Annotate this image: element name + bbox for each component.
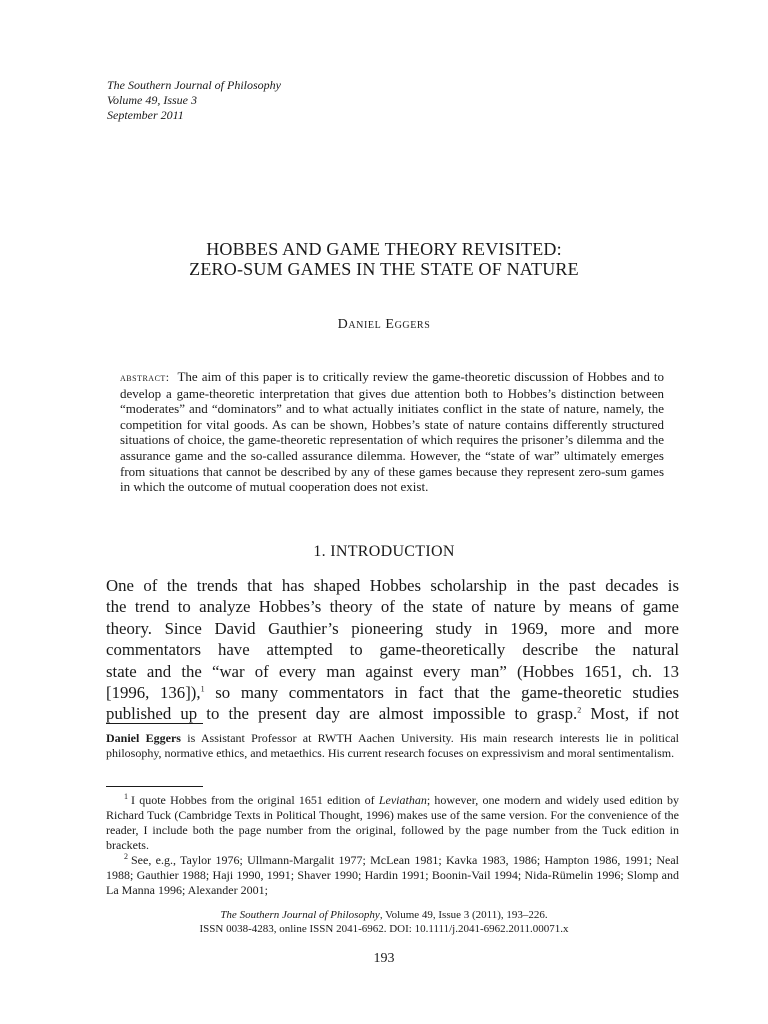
citation-line-1 xyxy=(0,908,768,922)
citation-details: , Volume 49, Issue 3 (2011), 193–226. xyxy=(379,909,548,921)
footnote-text: See, e.g., Taylor 1976; Ullmann-Margalit 1977; McLean 1981; Kavka 1983, 1986; Hampton 1986, 1991; Neal 1988; Gauthier 1988; Haji 1990, 1991; Shaver 1990; Hardin 1991; Boonin-Vail 1994; Nida-Rümelin 1996; Slomp and La Manna 1996; Alexander 2001; xyxy=(106,853,679,897)
section-heading: 1. INTRODUCTION xyxy=(313,543,455,560)
body-line xyxy=(106,703,679,724)
paper-title xyxy=(0,239,768,279)
body-line: theory. Since David Gauthier’s pioneering study in 1969, more and more xyxy=(106,618,679,638)
title-line-2: ZERO-SUM GAMES IN THE STATE OF NATURE xyxy=(189,259,579,279)
footnote-2 xyxy=(106,853,679,898)
body-text-fragment: [1996, 136]), xyxy=(106,683,201,703)
body-text-fragment: published up to the present day are almost impossible to grasp. xyxy=(106,704,578,724)
footnote-ref-2[interactable]: 2 xyxy=(577,705,582,715)
abstract-label: abstract: xyxy=(120,370,170,384)
body-line: state and the “war of every man against every man” (Hobbes 1651, ch. 13 xyxy=(106,661,679,681)
title-line-1: HOBBES AND GAME THEORY REVISITED: xyxy=(206,239,562,259)
body-line: One of the trends that has shaped Hobbes scholarship in the past decades is xyxy=(106,576,679,595)
body-line xyxy=(106,682,679,703)
bio-divider xyxy=(106,723,203,724)
page-number: 193 xyxy=(373,951,395,966)
abstract-text: The aim of this paper is to critically review the game-theoretic discussion of Hobbes and to develop a game-theoretic interpretation that gives due attention both to Hobbes’s distinction between “moderates” and “dominators” and to what actually initiates conflict in the state of nature, namely, the competition for vital goods. As can be shown, Hobbes’s state of nature contains differently structured situations of choice, the game-theoretic representation of which requires the prisoner’s dilemma and the assurance game and the so-called assurance dilemma. However, the “state of war” ultimately emerges from situations that cannot be described by any of these games because they represent zero-sum games in which the outcome of mutual cooperation does not exist. xyxy=(120,369,664,495)
body-paragraph xyxy=(106,575,679,725)
citation-journal: The Southern Journal of Philosophy xyxy=(220,909,380,921)
footnote-number: 1 xyxy=(124,792,128,801)
journal-name: The Southern Journal of Philosophy xyxy=(107,78,281,92)
footnote-text: ; however, one modern and widely used edition by Richard Tuck (Cambridge Texts in Political Thought, 1996) makes use of the same version. For the convenience of the reader, I include both the page number from the original, followed by the page number from the Tuck edition in brackets. xyxy=(106,793,680,852)
body-line: the trend to analyze Hobbes’s theory of the state of nature by means of game xyxy=(106,597,679,617)
citation-issn: ISSN 0038-4283, online ISSN 2041-6962. DOI: 10.1111/j.2041-6962.2011.00071.x xyxy=(199,923,569,935)
journal-header xyxy=(107,78,281,123)
footnote-1 xyxy=(106,793,679,853)
footnote-text: I quote Hobbes from the original 1651 edition of xyxy=(131,793,379,807)
author-name: Daniel Eggers xyxy=(337,317,431,332)
body-text-fragment: Most, if not xyxy=(581,704,679,724)
bio-text: is Assistant Professor at RWTH Aachen University. His main research interests lie in political philosophy, normative ethics, and metaethics. His current research focuses on expressivism and moral sentimentalism. xyxy=(106,731,679,760)
author-bio xyxy=(106,731,679,761)
body-text-fragment: so many commentators in fact that the game-theoretic studies xyxy=(204,683,679,703)
abstract xyxy=(120,369,664,495)
journal-date: September 2011 xyxy=(107,108,184,122)
footnote-divider xyxy=(106,786,203,787)
footnote-ref-1[interactable]: 1 xyxy=(200,684,205,694)
footnote-italic-title: Leviathan xyxy=(378,793,427,807)
body-line: commentators have attempted to game-theoretically describe the natural xyxy=(106,640,679,660)
bio-author-name: Daniel Eggers xyxy=(106,731,181,745)
footnote-number: 2 xyxy=(124,852,128,861)
journal-volume-issue: Volume 49, Issue 3 xyxy=(107,93,197,107)
citation-footer xyxy=(0,908,768,936)
